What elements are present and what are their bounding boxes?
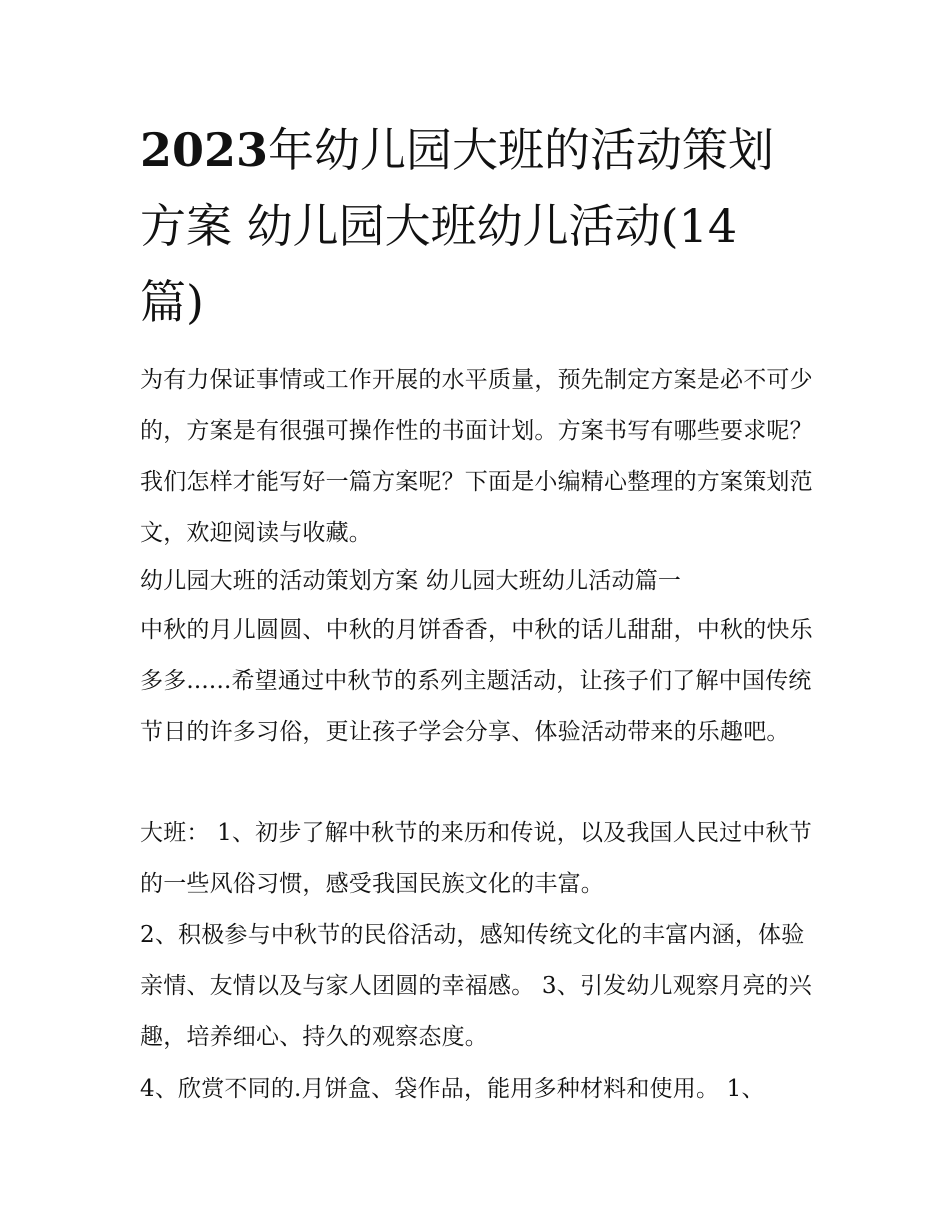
goal-paragraph-2: 2、积极参与中秋节的民俗活动，感知传统文化的丰富内涵，体验亲情、友情以及与家人团圆的幸福感。 3、引发幼儿观察月亮的兴趣，培养细心、持久的观察态度。: [140, 922, 812, 1050]
title-line-2: 方案 幼儿园大班幼儿活动(14: [140, 199, 738, 253]
document-title: [140, 112, 820, 340]
section-heading: 幼儿园大班的活动策划方案 幼儿园大班幼儿活动篇一: [140, 568, 682, 594]
goal-paragraph-3: 4、欣赏不同的.月饼盒、袋作品，能用多种材料和使用。 1、: [140, 1076, 765, 1102]
title-line-3: 篇): [140, 275, 204, 329]
title-line-1: 2023年幼儿园大班的活动策划: [140, 123, 775, 177]
title-year: 2023: [140, 123, 269, 177]
mid-autumn-paragraph: 中秋的月儿圆圆、中秋的月饼香香，中秋的话儿甜甜，中秋的快乐多多......希望通过中秋节的系列主题活动，让孩子们了解中国传统节日的许多习俗，更让孩子学会分享、体验活动带来的乐趣吧。: [140, 617, 813, 745]
intro-paragraph: 为有力保证事情或工作开展的水平质量，预先制定方案是必不可少的，方案是有很强可操作性的书面计划。方案书写有哪些要求呢？我们怎样才能写好一篇方案呢？下面是小编精心整理的方案策划范文，欢迎阅读与收藏。: [140, 367, 813, 546]
goal-paragraph-1: 大班： 1、初步了解中秋节的来历和传说，以及我国人民过中秋节的一些风俗习惯，感受我国民族文化的丰富。: [140, 820, 812, 897]
